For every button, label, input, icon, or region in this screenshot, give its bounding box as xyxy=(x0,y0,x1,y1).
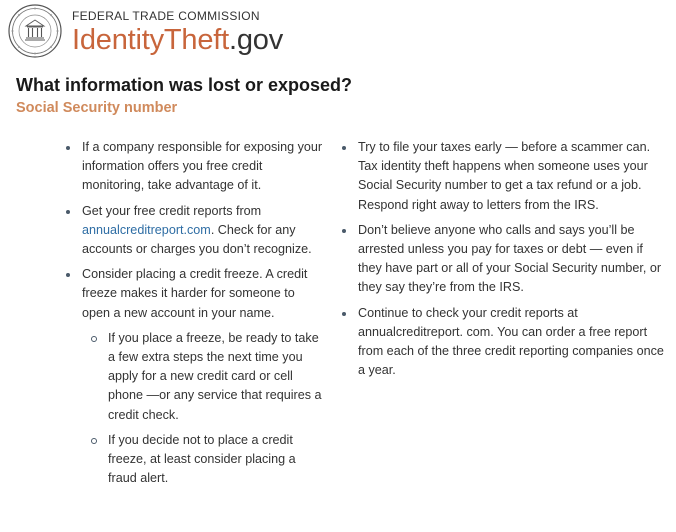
sub-list-item xyxy=(82,431,324,489)
page-title: What information was lost or exposed? xyxy=(16,75,353,95)
list-item xyxy=(62,202,324,260)
bullet-icon xyxy=(66,210,70,214)
site-name-primary: IdentityTheft xyxy=(72,24,229,56)
left-bullet-list xyxy=(62,138,324,488)
list-item xyxy=(338,138,668,215)
site-name-suffix: .gov xyxy=(229,24,284,56)
agency-name: FEDERAL TRADE COMMISSION xyxy=(72,9,260,23)
right-column xyxy=(338,138,668,386)
section-title: Social Security number xyxy=(16,100,178,116)
bullet-icon xyxy=(342,146,346,150)
ftc-seal-icon xyxy=(8,4,62,58)
right-bullet-list xyxy=(338,138,668,380)
annualcreditreport-link[interactable]: annualcreditreport.com xyxy=(82,222,211,237)
list-item-text: Try to file your taxes early — before a scammer can. Tax identity theft happens when someone uses your Social Security number to get a tax refund or a job. Respond right away to letters from the IRS. xyxy=(358,140,651,212)
list-item xyxy=(62,265,324,488)
list-item-text: Get your free credit reports from xyxy=(82,203,262,218)
sub-list-item-text: If you decide not to place a credit freeze, at least consider placing a fraud alert. xyxy=(108,432,296,486)
list-item-text: . Check for any accounts or charges you don’t recognize. xyxy=(82,222,312,257)
circle-bullet-icon xyxy=(91,336,97,342)
list-item xyxy=(338,304,668,381)
site-header xyxy=(8,4,283,60)
list-item-text: Don’t believe anyone who calls and says you’ll be arrested unless you pay for taxes or debt — even if they have part or all of your Social Security number, or they say they’re from the IRS. xyxy=(358,222,662,295)
sub-bullet-list xyxy=(82,329,324,489)
list-item-text: Consider placing a credit freeze. A credit freeze makes it harder for someone to open a new account in your name. xyxy=(82,267,308,320)
list-item xyxy=(62,138,324,196)
list-item xyxy=(338,221,668,298)
site-logo-text xyxy=(72,23,283,57)
bullet-icon xyxy=(342,229,346,233)
bullet-icon xyxy=(66,146,70,150)
left-column xyxy=(62,138,324,494)
site-brand[interactable] xyxy=(72,10,283,57)
list-item-text: Continue to check your credit reports at annualcreditreport. com. You can order a free report from each of the three credit reporting companies once a year. xyxy=(358,305,664,378)
circle-bullet-icon xyxy=(91,438,97,444)
sub-list-item xyxy=(82,329,324,425)
list-item-text: If a company responsible for exposing your information offers you free credit monitoring, take advantage of it. xyxy=(82,140,323,193)
bullet-icon xyxy=(342,312,346,316)
bullet-icon xyxy=(66,273,70,277)
sub-list-item-text: If you place a freeze, be ready to take a few extra steps the next time you apply for a new credit card or cell phone —or any service that requires a credit check. xyxy=(108,330,322,422)
